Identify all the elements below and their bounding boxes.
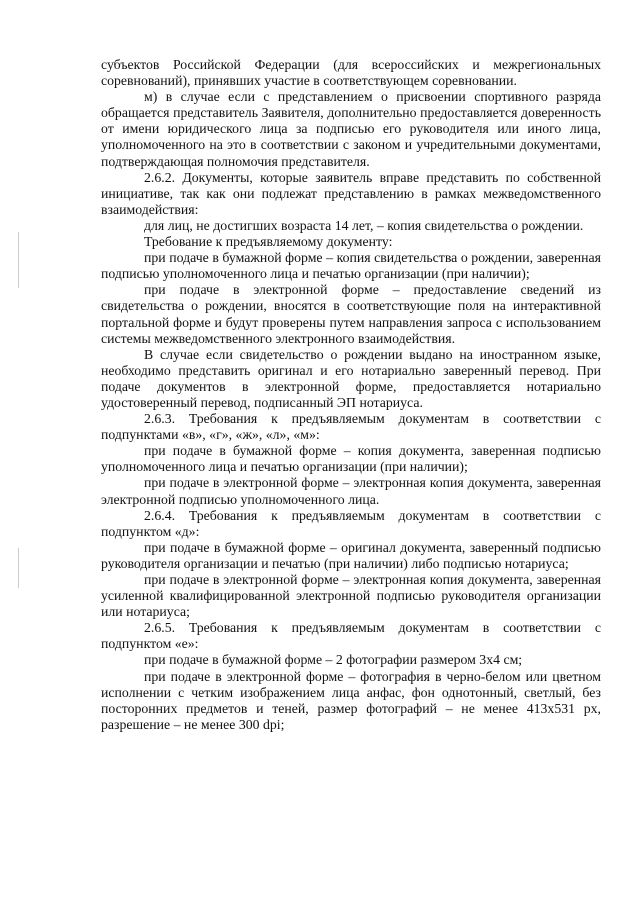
paragraph-2-6-2: 2.6.2. Документы, которые заявитель вправе представить по собственной инициативе, так как они подлежат представлению в рамках межведомственного взаимодействия: — [101, 169, 601, 217]
paragraph-subjects-continuation: субъектов Российской Федерации (для всероссийских и межрегиональных соревнований), принявших участие в соответствующем соревновании. — [101, 57, 601, 89]
document-text — [101, 57, 601, 733]
paragraph-birth-certificate: для лиц, не достигших возраста 14 лет, – копия свидетельства о рождении. — [144, 217, 584, 233]
paragraph-2-6-5-paper: при подаче в бумажной форме – 2 фотографии размером 3х4 см; — [144, 652, 523, 668]
paragraph-2-6-3: 2.6.3. Требования к предъявляемым документам в соответствии с подпунктами «в», «г», «ж», «л», «м»: — [101, 411, 601, 443]
scan-artifact-line — [18, 232, 19, 288]
paragraph-2-6-3-paper: при подаче в бумажной форме – копия документа, заверенная подписью уполномоченного лица и печатью организации (при наличии); — [101, 443, 601, 475]
paragraph-item-m: м) в случае если с представлением о присвоении спортивного разряда обращается представитель Заявителя, дополнительно предоставляется доверенность от имени юридического лица за подписью его руководителя или иного лица, уполномоченного на это в соответствии с законом и учредительными документами, подтверждающая полномочия представителя. — [101, 89, 601, 169]
paragraph-requirement-heading: Требование к предъявляемому документу: — [144, 234, 393, 250]
paragraph-2-6-4: 2.6.4. Требования к предъявляемым документам в соответствии с подпунктом «д»: — [101, 507, 601, 539]
paragraph-2-6-4-paper: при подаче в бумажной форме – оригинал документа, заверенный подписью руководителя организации и печатью (при наличии) либо подписью нотариуса; — [101, 539, 601, 571]
paragraph-foreign-language: В случае если свидетельство о рождении выдано на иностранном языке, необходимо представить оригинал и его нотариально заверенный перевод. При подаче документов в электронной форме, предоставляется нотариально удостоверенный перевод, подписанный ЭП нотариуса. — [101, 346, 601, 410]
scan-artifact-line — [18, 548, 19, 588]
paragraph-paper-form-copy: при подаче в бумажной форме – копия свидетельства о рождении, заверенная подписью уполномоченного лица и печатью организации (при наличии); — [101, 250, 601, 282]
paragraph-2-6-3-electronic: при подаче в электронной форме – электронная копия документа, заверенная электронной подписью уполномоченного лица. — [101, 475, 601, 507]
paragraph-2-6-4-electronic: при подаче в электронной форме – электронная копия документа, заверенная усиленной квалифицированной электронной подписью руководителя организации или нотариуса; — [101, 572, 601, 620]
paragraph-electronic-form-info: при подаче в электронной форме – предоставление сведений из свидетельства о рождении, вносятся в соответствующие поля на интерактивной портальной форме и будут проверены путем направления запроса с использованием системы межведомственного электронного взаимодействия. — [101, 282, 601, 346]
paragraph-2-6-5: 2.6.5. Требования к предъявляемым документам в соответствии с подпунктом «е»: — [101, 620, 601, 652]
paragraph-2-6-5-electronic: при подаче в электронной форме – фотография в черно-белом или цветном исполнении с четким изображением лица анфас, фон однотонный, светлый, без посторонних предметов и теней, размер фотографий – не менее 413х531 px, разрешение – не менее 300 dpi; — [101, 668, 601, 732]
